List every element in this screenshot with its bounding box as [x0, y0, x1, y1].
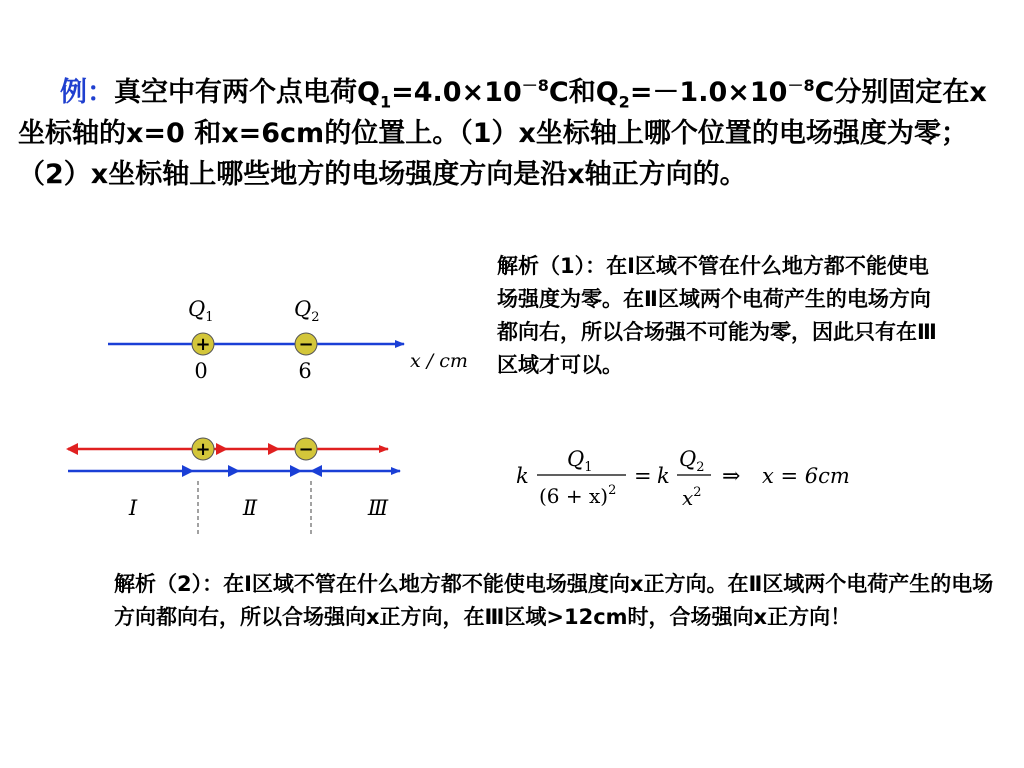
formula: [516, 447, 850, 510]
solution-part-2: 解析（2）：在Ⅰ区域不管在什么地方都不能使电场强度向x正方向。在Ⅱ区域两个电荷产生的电场方向都向右，所以合场强向x正方向，在Ⅲ区域>12cm时，合场强向x正方向！: [114, 572, 994, 629]
plus-sign-2: +: [195, 439, 211, 460]
problem-text-1: 真空中有两个点电荷Q: [114, 77, 380, 108]
blue-arrowhead-1: [182, 465, 194, 477]
region-3-label: Ⅲ: [367, 496, 389, 520]
red-mid-arrowhead-2: [268, 443, 280, 455]
problem-text-3: C和Q: [548, 77, 619, 108]
example-label: 例：: [60, 77, 114, 108]
q2-label: $Q_2$: [294, 297, 320, 325]
regions-diagram: [66, 438, 400, 536]
region-1-label: Ⅰ: [128, 496, 138, 520]
formula-num1: $Q_1$: [567, 447, 593, 475]
solution-part-1: 解析（1）：在Ⅰ区域不管在什么地方都不能使电场强度为零。在Ⅱ区域两个电荷产生的电场方向都向右，所以合场强不可能为零，因此只有在Ⅲ区域才可以。: [497, 254, 937, 377]
plus-sign: +: [195, 334, 211, 355]
blue-arrowhead-4: [310, 465, 322, 477]
positive-charge-2: [192, 438, 214, 460]
formula-den1: $(6 + x)^2$: [539, 483, 617, 508]
problem-text-4: =－1.0×10: [629, 77, 788, 108]
blue-arrowhead-3: [290, 465, 302, 477]
formula-num2: $Q_2$: [679, 447, 705, 475]
q1-subscript: 1: [379, 92, 392, 112]
negative-charge: [295, 333, 317, 355]
red-left-arrowhead: [66, 443, 78, 455]
formula-den2: $x^2$: [682, 485, 702, 510]
problem-text-5: C分别固定在x坐标轴的x=0 和x=6cm的位置上。（1）x坐标轴上哪个位置的电场强度为零；（2）x坐标轴上哪些地方的电场强度方向是沿x轴正方向的。: [18, 77, 987, 190]
formula-k2: k: [657, 464, 670, 488]
problem-text-2: =4.0×10: [391, 77, 522, 108]
negative-charge-2: [295, 438, 317, 460]
axis-unit-label: x / cm: [410, 350, 468, 372]
region-2-label: Ⅱ: [242, 496, 258, 520]
minus-sign-2: −: [298, 439, 314, 460]
red-mid-arrowhead-1: [216, 443, 228, 455]
blue-arrowhead-2: [228, 465, 240, 477]
exponent-1: －8: [521, 76, 549, 95]
implies-arrow: ⇒: [722, 464, 741, 489]
minus-sign: −: [298, 334, 314, 355]
formula-k1: k: [516, 464, 529, 488]
positive-charge: [192, 333, 214, 355]
axis-diagram: [108, 297, 468, 383]
q1-label: $Q_1$: [188, 297, 214, 325]
position-zero-label: 0: [194, 359, 208, 383]
formula-result: x = 6cm: [762, 464, 850, 488]
position-six-label: 6: [298, 359, 312, 383]
formula-equals: =: [634, 464, 652, 488]
q2-subscript: 2: [618, 92, 630, 112]
exponent-2: －8: [787, 76, 815, 95]
